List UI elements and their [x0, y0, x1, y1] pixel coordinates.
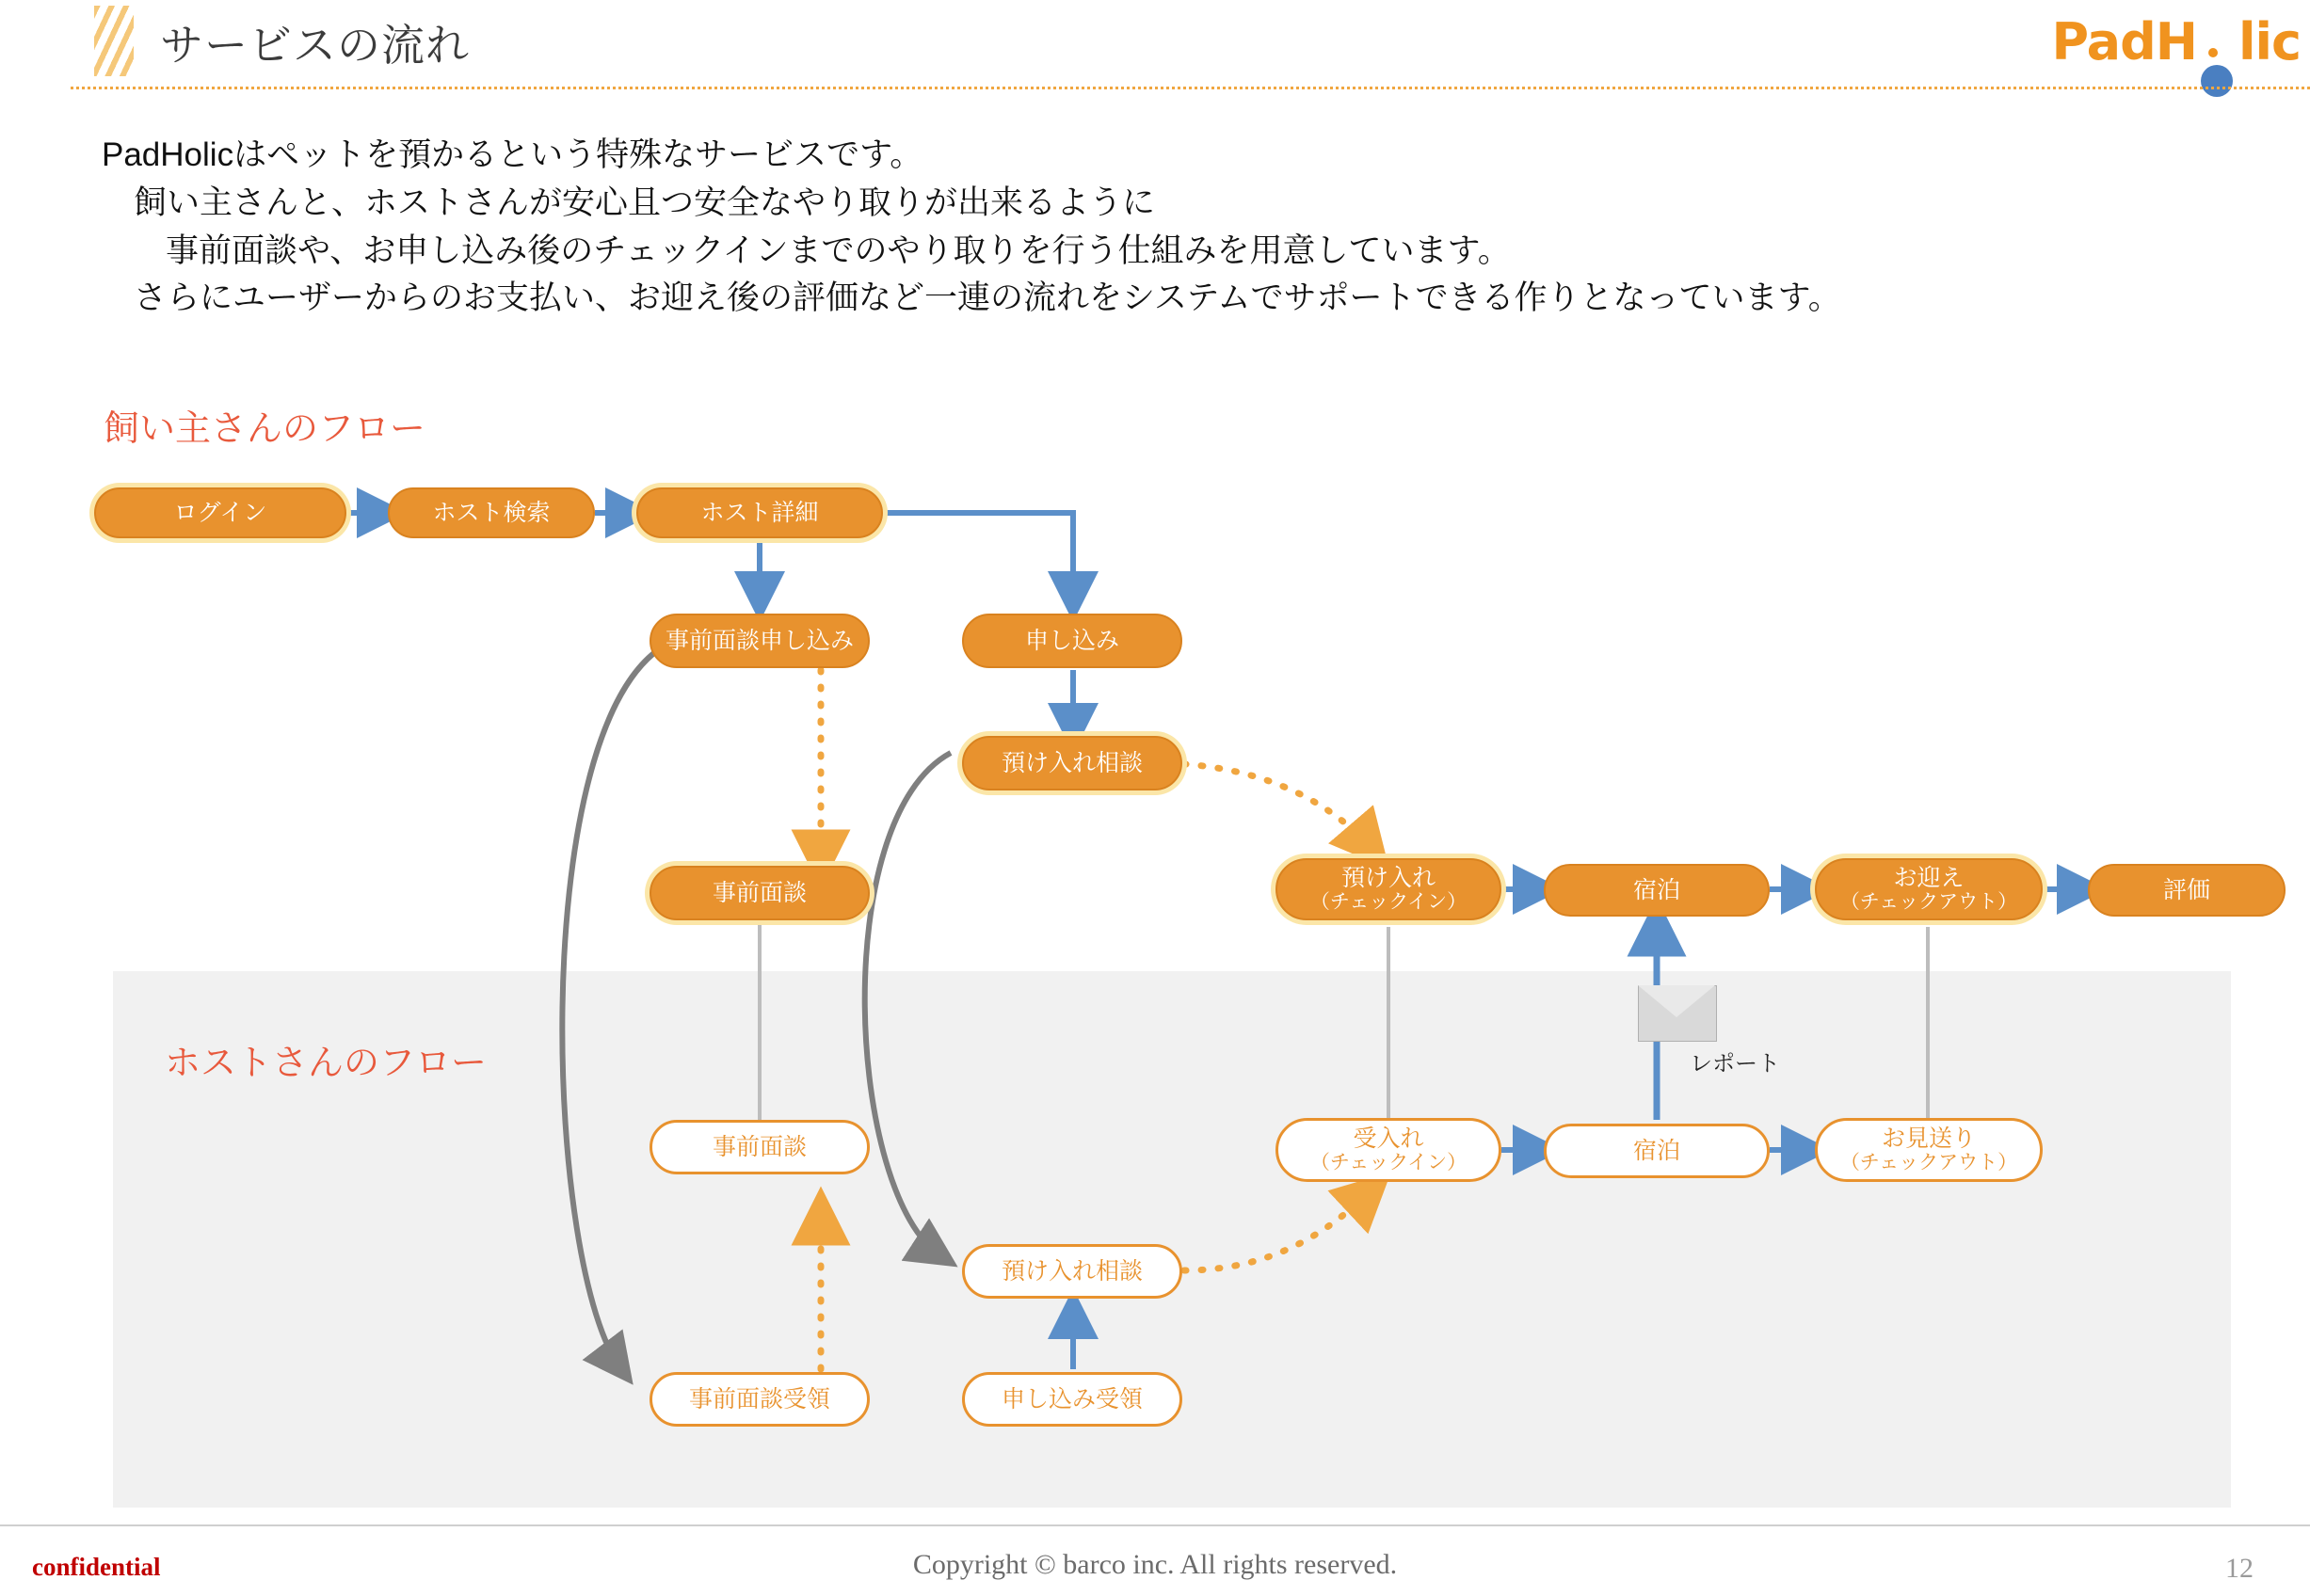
- envelope-flap: [1638, 985, 1715, 1017]
- header-stripe-decoration: [94, 6, 134, 76]
- page-title: サービスの流れ: [160, 21, 470, 70]
- node-checkout-owner-sub: （チェックアウト）: [1839, 891, 2018, 914]
- report-envelope-icon: [1638, 985, 1715, 1040]
- host-flow-label: ホストさんのフロー: [165, 1044, 488, 1083]
- intro-line-4: さらにユーザーからのお支払い、お迎え後の評価など一連の流れをシステムでサポートできる作りとなっています。: [134, 279, 1841, 317]
- padholic-logo: [2052, 8, 2301, 75]
- node-interview-host[interactable]: [650, 1120, 870, 1174]
- footer-divider: [0, 1524, 2310, 1526]
- intro-line-3: 事前面談や、お申し込み後のチェックインまでのやり取りを行う仕組みを用意しています。: [166, 231, 1511, 269]
- header-divider: [71, 87, 2310, 89]
- node-accept-host-sub: （チェックイン）: [1309, 1152, 1468, 1174]
- node-stay-owner-label: 宿泊: [1632, 876, 1680, 903]
- intro-paragraph: [102, 132, 2248, 323]
- node-deposit-consult-label: 預け入れ相談: [1001, 749, 1143, 776]
- node-checkin-owner-label: 預け入れ: [1340, 864, 1436, 891]
- node-apply[interactable]: [962, 614, 1182, 668]
- node-interview-recv[interactable]: [650, 1372, 870, 1427]
- node-apply-recv-label: 申し込み受領: [1001, 1385, 1143, 1412]
- logo-text-ad: ad: [2086, 11, 2156, 72]
- footer-confidential: confidential: [32, 1553, 161, 1581]
- logo-dot-icon: [2201, 65, 2233, 97]
- node-host-detail-label: ホスト詳細: [700, 499, 819, 526]
- node-accept-host[interactable]: [1275, 1118, 1501, 1182]
- node-login[interactable]: [94, 487, 346, 538]
- node-send-off-host-label: お見送り: [1881, 1125, 1976, 1152]
- node-consult-host[interactable]: [962, 1244, 1182, 1299]
- report-label: レポート: [1690, 1051, 1780, 1077]
- node-stay-host-label: 宿泊: [1632, 1137, 1680, 1164]
- node-interview-owner-label: 事前面談: [712, 879, 807, 906]
- node-apply-recv[interactable]: [962, 1372, 1182, 1427]
- node-stay-host[interactable]: [1544, 1124, 1770, 1178]
- footer-copyright: Copyright © barco inc. All rights reserved.: [912, 1549, 1398, 1580]
- node-send-off-host-sub: （チェックアウト）: [1839, 1152, 2018, 1174]
- node-interview-apply[interactable]: [650, 614, 870, 668]
- node-login-label: ログイン: [173, 499, 267, 526]
- node-interview-recv-label: 事前面談受領: [688, 1385, 830, 1412]
- node-interview-host-label: 事前面談: [712, 1133, 807, 1160]
- node-apply-label: 申し込み: [1024, 627, 1119, 654]
- node-host-detail[interactable]: [636, 487, 883, 538]
- node-checkout-owner[interactable]: [1815, 858, 2043, 920]
- node-rating[interactable]: [2088, 864, 2286, 917]
- logo-text-lic: lic: [2238, 11, 2301, 72]
- footer-page-number: 12: [2225, 1553, 2254, 1584]
- node-checkout-owner-label: お迎え: [1893, 864, 1965, 891]
- page-header: [0, 0, 2310, 89]
- node-checkin-owner-sub: （チェックイン）: [1309, 891, 1468, 914]
- node-send-off-host[interactable]: [1815, 1118, 2043, 1182]
- owner-flow-label: 飼い主さんのフロー: [104, 409, 426, 449]
- node-checkin-owner[interactable]: [1275, 858, 1501, 920]
- node-stay-owner[interactable]: [1544, 864, 1770, 917]
- intro-line-1: PadHolicはペットを預かるという特殊なサービスです。: [102, 136, 923, 173]
- node-interview-owner[interactable]: [650, 866, 870, 920]
- logo-text-h: H: [2155, 11, 2197, 72]
- intro-line-2: 飼い主さんと、ホストさんが安心且つ安全なやり取りが出来るように: [134, 184, 1156, 221]
- node-deposit-consult[interactable]: [962, 736, 1182, 790]
- node-rating-label: 評価: [2162, 876, 2210, 903]
- logo-letter-p: P: [2051, 11, 2087, 72]
- node-interview-apply-label: 事前面談申し込み: [665, 627, 854, 654]
- node-consult-host-label: 預け入れ相談: [1001, 1257, 1143, 1285]
- node-accept-host-label: 受入れ: [1353, 1125, 1424, 1152]
- logo-spark-icon: [2208, 48, 2218, 57]
- node-host-search[interactable]: [388, 487, 595, 538]
- node-host-search-label: ホスト検索: [432, 499, 551, 526]
